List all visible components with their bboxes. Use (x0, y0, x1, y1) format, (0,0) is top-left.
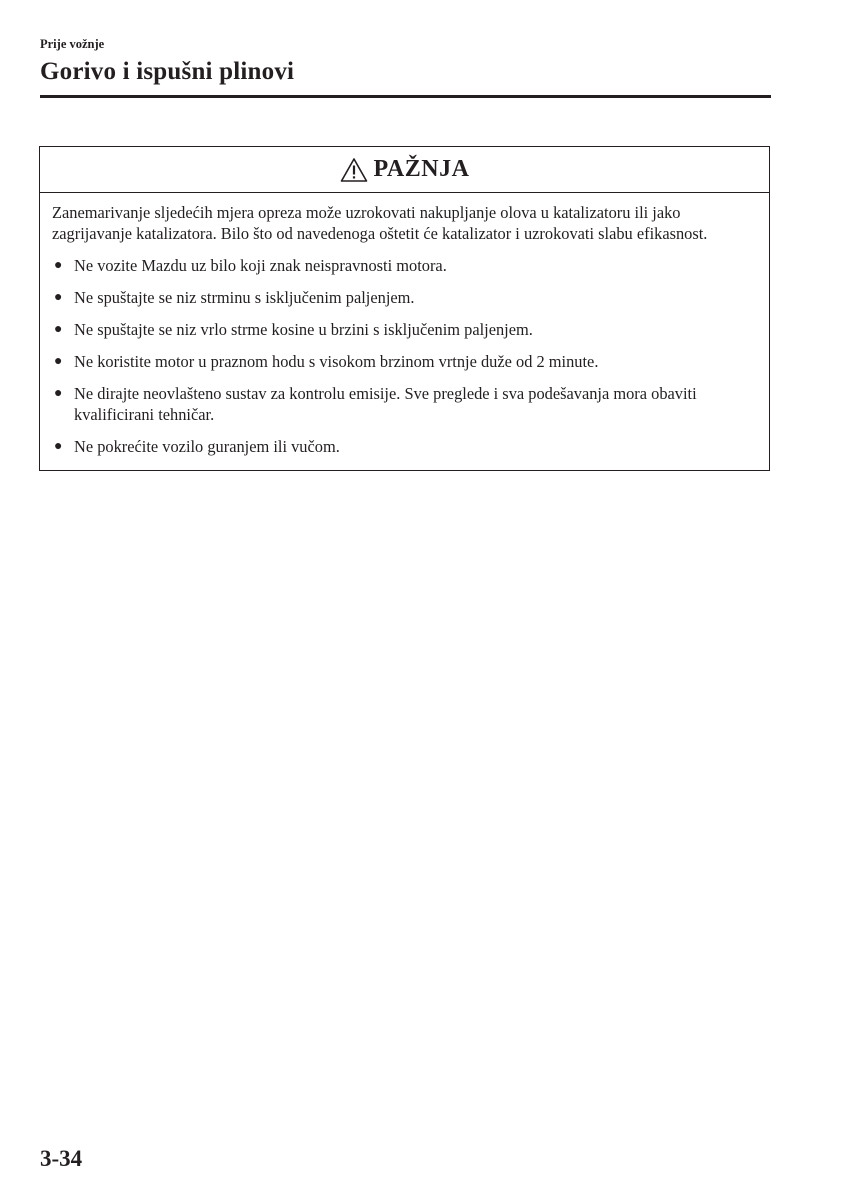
caution-intro: Zanemarivanje sljedećih mjera opreza može uzrokovati nakupljanje olova u katalizatoru ili jako zagrijavanje katalizatora. Bilo što od navedenoga oštetit će katalizator i uzrokovati slabu efikasnost. (52, 203, 708, 243)
precaution-item (52, 256, 755, 277)
page-number: 3-34 (40, 1146, 83, 1171)
precaution-item (52, 288, 755, 309)
precaution-item (52, 352, 755, 373)
precaution-item (52, 437, 755, 458)
caution-body (40, 193, 769, 470)
caution-title: PAŽNJA (373, 156, 470, 182)
bullet-icon: ● (54, 354, 63, 369)
caution-box (39, 146, 770, 471)
bullet-icon: ● (54, 438, 63, 454)
warning-triangle-icon (340, 157, 368, 183)
precaution-text: Ne spuštajte se niz strminu s isključenim paljenjem. (74, 288, 415, 307)
precaution-list (52, 256, 755, 457)
page-title: Gorivo i ispušni plinovi (40, 58, 295, 85)
section-label: Prije vožnje (40, 37, 105, 51)
bullet-icon: ● (54, 322, 63, 337)
precaution-text: Ne vozite Mazdu uz bilo koji znak neispravnosti motora. (74, 256, 447, 275)
caution-header (40, 147, 769, 193)
precaution-text: Ne koristite motor u praznom hodu s visokom brzinom vrtnje duže od 2 minute. (74, 352, 599, 371)
precaution-text: Ne dirajte neovlašteno sustav za kontrolu emisije. Sve preglede i sva podešavanja mora obaviti kvalificirani tehničar. (74, 384, 697, 424)
bullet-icon: ● (54, 386, 63, 401)
precaution-item (52, 384, 755, 425)
title-rule (40, 95, 771, 98)
bullet-icon: ● (54, 290, 63, 305)
bullet-icon: ● (54, 258, 63, 273)
precaution-item (52, 320, 755, 341)
precaution-text: Ne spuštajte se niz vrlo strme kosine u brzini s isključenim paljenjem. (74, 320, 533, 339)
precaution-text: Ne pokrećite vozilo guranjem ili vučom. (74, 436, 340, 456)
